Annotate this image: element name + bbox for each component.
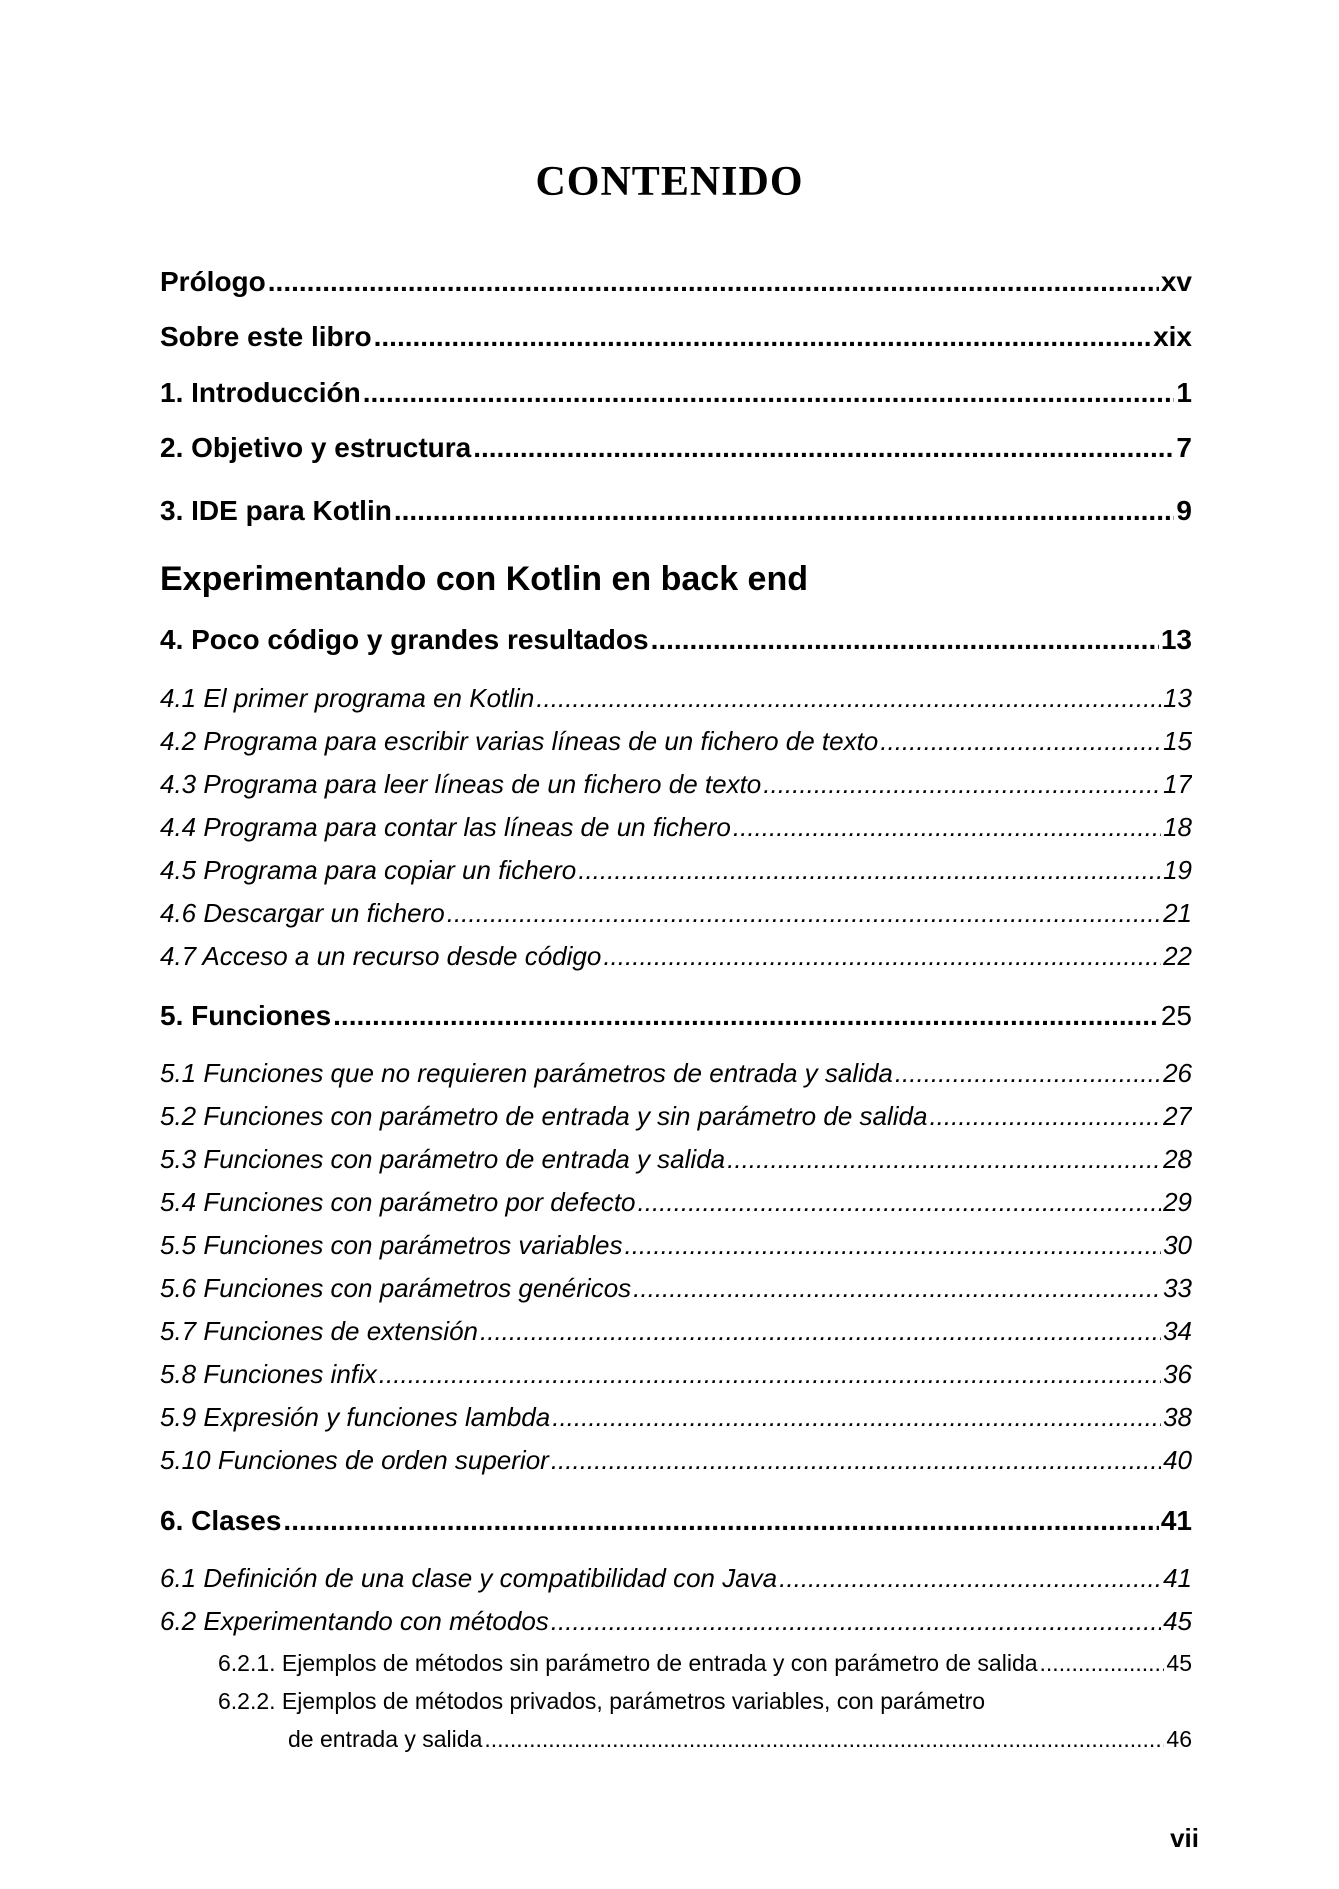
- leader-dots: [379, 1359, 1161, 1390]
- toc-entry-6-1[interactable]: 6.1 Definición de una clase y compatibilidad con Java ..... 41: [160, 1563, 1192, 1594]
- leader-dots: [536, 683, 1161, 714]
- leader-dots: [638, 1187, 1162, 1218]
- toc-entry-4-2[interactable]: 4.2 Programa para escribir varias líneas de un fichero de texto ..... 15: [160, 726, 1192, 757]
- leader-dots: [374, 321, 1151, 353]
- page-title: CONTENIDO: [535, 159, 804, 205]
- leader-dots: [551, 1445, 1161, 1476]
- toc-entry-5-5[interactable]: 5.5 Funciones con parámetros variables ..... 30: [160, 1230, 1192, 1261]
- toc-entry-chapter-5[interactable]: 5. Funciones ..... 25: [160, 1000, 1192, 1032]
- leader-dots: [480, 1316, 1161, 1347]
- toc-entry-5-2[interactable]: 5.2 Funciones con parámetro de entrada y sin parámetro de salida ..... 27: [160, 1101, 1192, 1132]
- leader-dots: [333, 1000, 1159, 1032]
- toc-entry-5-1[interactable]: 5.1 Funciones que no requieren parámetros de entrada y salida ..... 26: [160, 1058, 1192, 1089]
- toc-entry-introduccion[interactable]: 1. Introducción ..... 1: [160, 377, 1192, 409]
- leader-dots: [603, 941, 1161, 972]
- toc-entry-4-1[interactable]: 4.1 El primer programa en Kotlin ..... 13: [160, 683, 1192, 714]
- leader-dots: [578, 855, 1161, 886]
- toc-entry-chapter-6[interactable]: 6. Clases ..... 41: [160, 1505, 1192, 1537]
- toc-entry-4-5[interactable]: 4.5 Programa para copiar un fichero ..... 19: [160, 855, 1192, 886]
- toc-entry-4-3[interactable]: 4.3 Programa para leer líneas de un fichero de texto ..... 17: [160, 769, 1192, 800]
- toc-entry-5-3[interactable]: 5.3 Funciones con parámetro de entrada y salida ..... 28: [160, 1144, 1192, 1175]
- toc-entry-ide[interactable]: 3. IDE para Kotlin ..... 9: [160, 495, 1192, 527]
- leader-dots: [929, 1101, 1161, 1132]
- toc-entry-objetivo[interactable]: 2. Objetivo y estructura ..... 7: [160, 432, 1192, 464]
- leader-dots: [268, 266, 1159, 298]
- toc-entry-5-9[interactable]: 5.9 Expresión y funciones lambda ..... 38: [160, 1402, 1192, 1433]
- toc-entry-5-10[interactable]: 5.10 Funciones de orden superior ..... 40: [160, 1445, 1192, 1476]
- toc-entry-6-2-1[interactable]: 6.2.1. Ejemplos de métodos sin parámetro de entrada y con parámetro de salida ..... 45: [218, 1650, 1192, 1677]
- toc-entry-4-4[interactable]: 4.4 Programa para contar las líneas de un fichero ..... 18: [160, 812, 1192, 843]
- toc-entry-5-6[interactable]: 5.6 Funciones con parámetros genéricos ..... 33: [160, 1273, 1192, 1304]
- leader-dots: [1040, 1650, 1165, 1677]
- leader-dots: [880, 726, 1161, 757]
- leader-dots: [551, 1606, 1161, 1637]
- toc-entry-4-7[interactable]: 4.7 Acceso a un recurso desde código ..... 22: [160, 941, 1192, 972]
- toc-entry-5-7[interactable]: 5.7 Funciones de extensión ..... 34: [160, 1316, 1192, 1347]
- leader-dots: [779, 1563, 1161, 1594]
- leader-dots: [363, 377, 1175, 409]
- toc-entry-sobre-este-libro[interactable]: Sobre este libro ..... xix: [160, 321, 1192, 353]
- leader-dots: [473, 432, 1174, 464]
- toc-entry-5-4[interactable]: 5.4 Funciones con parámetro por defecto ..... 29: [160, 1187, 1192, 1218]
- toc-entry-prologo[interactable]: Prólogo ..... xv: [160, 266, 1192, 298]
- leader-dots: [895, 1058, 1161, 1089]
- toc-entry-chapter-4[interactable]: 4. Poco código y grandes resultados ..... 13: [160, 624, 1192, 656]
- toc-entry-6-2-2-line2[interactable]: de entrada y salida ..... 46: [288, 1726, 1192, 1753]
- leader-dots: [394, 495, 1175, 527]
- toc-entry-5-8[interactable]: 5.8 Funciones infix ..... 36: [160, 1359, 1192, 1390]
- leader-dots: [733, 812, 1161, 843]
- leader-dots: [552, 1402, 1161, 1433]
- toc-entry-6-2[interactable]: 6.2 Experimentando con métodos ..... 45: [160, 1606, 1192, 1637]
- toc-entry-6-2-2-line1[interactable]: 6.2.2. Ejemplos de métodos privados, parámetros variables, con parámetro: [218, 1688, 986, 1714]
- leader-dots: [624, 1230, 1161, 1261]
- leader-dots: [484, 1726, 1164, 1753]
- leader-dots: [633, 1273, 1161, 1304]
- part-heading: Experimentando con Kotlin en back end: [160, 560, 808, 598]
- toc-entry-4-6[interactable]: 4.6 Descargar un fichero ..... 21: [160, 898, 1192, 929]
- leader-dots: [651, 624, 1159, 656]
- leader-dots: [447, 898, 1161, 929]
- page-number: vii: [1170, 1823, 1199, 1853]
- leader-dots: [283, 1505, 1158, 1537]
- leader-dots: [763, 769, 1161, 800]
- leader-dots: [727, 1144, 1161, 1175]
